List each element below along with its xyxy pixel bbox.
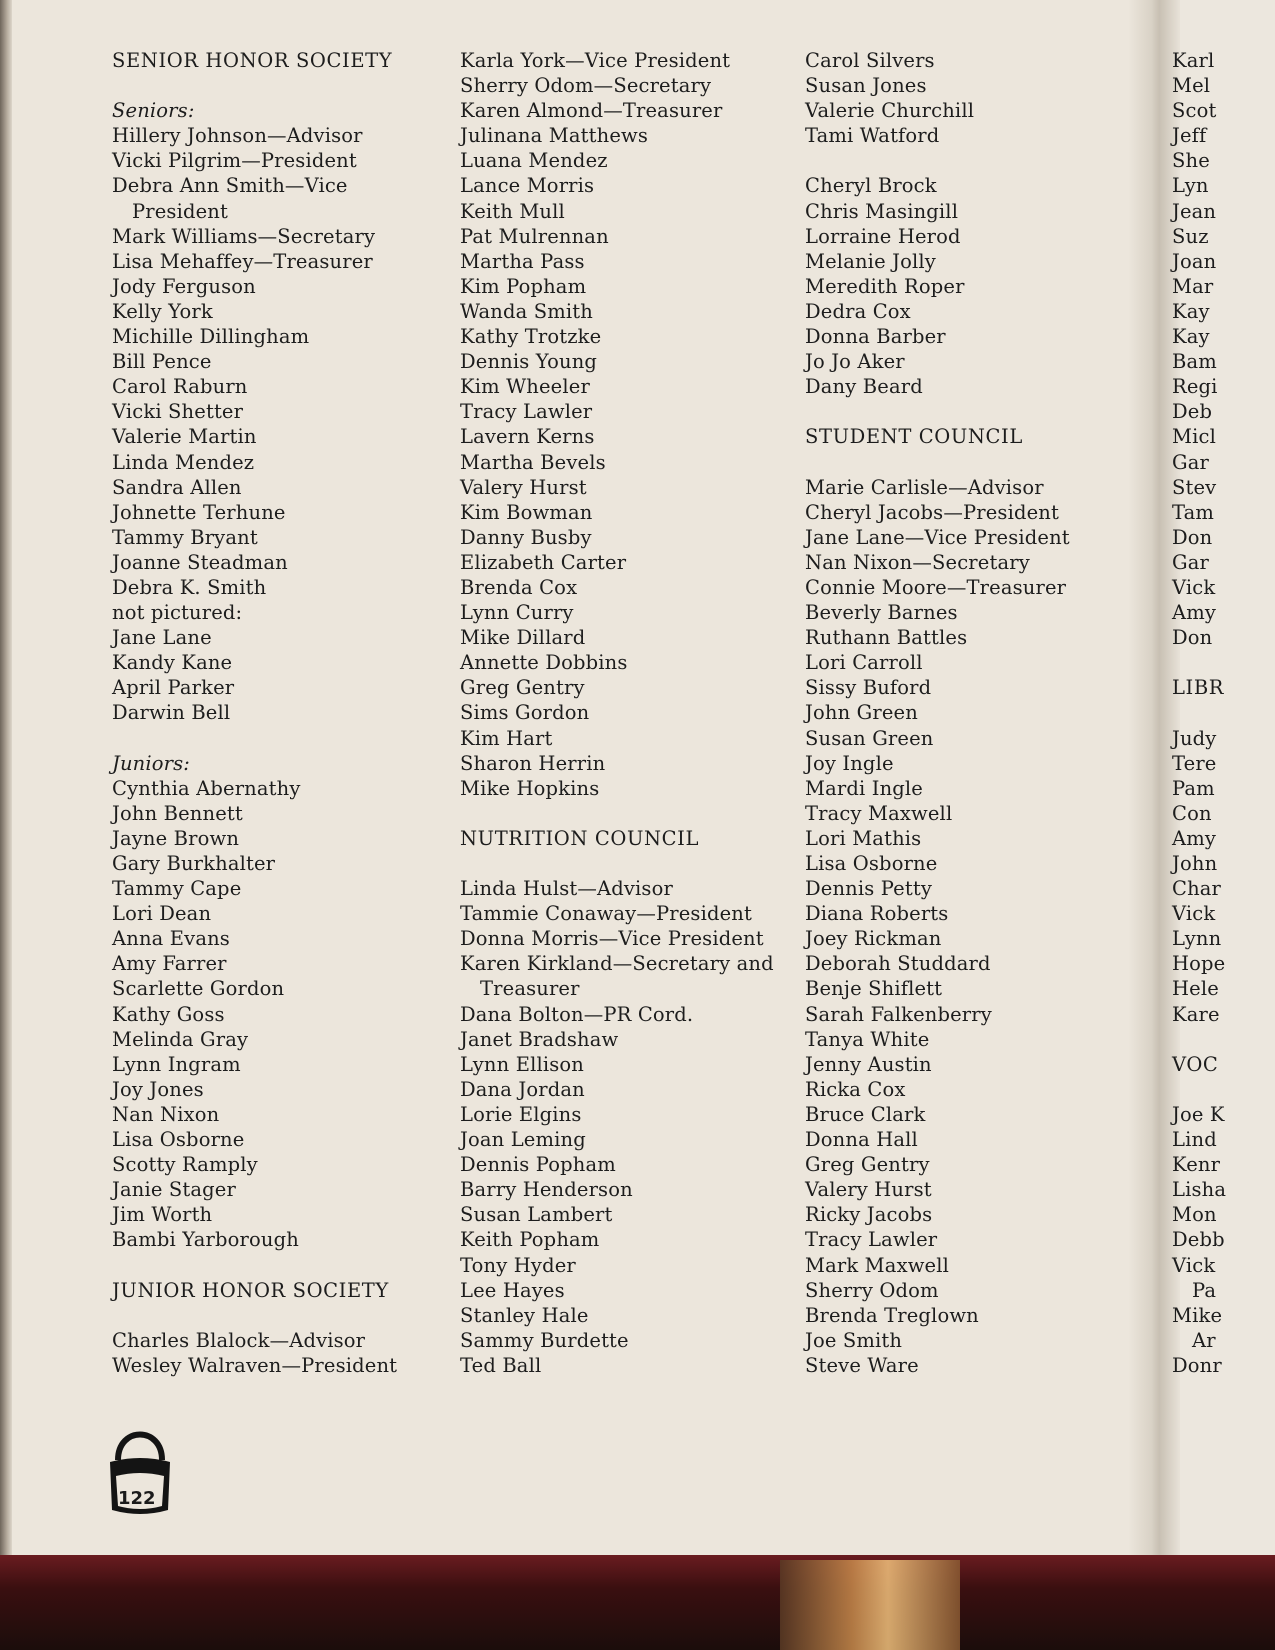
light-glare [780, 1560, 960, 1650]
column-4-cropped [1172, 48, 1226, 1378]
list-item: Sissy Buford [805, 676, 932, 700]
list-item: Valery Hurst [460, 475, 587, 499]
list-item: Jeff [1172, 124, 1207, 148]
spacer [805, 148, 1070, 173]
list-item: Mike [1172, 1303, 1223, 1327]
section-heading: JUNIOR HONOR SOCIETY [112, 1278, 389, 1302]
list-item: Johnette Terhune [112, 500, 286, 524]
spacer [805, 399, 1070, 424]
list-item: Janet Bradshaw [460, 1027, 619, 1051]
list-item: Karl [1172, 49, 1215, 72]
list-item: Sharon Herrin [460, 751, 606, 775]
spacer [112, 1253, 397, 1278]
list-item: Treasurer [480, 977, 580, 1001]
list-item: Amy Farrer [112, 952, 227, 976]
list-item: Jody Ferguson [112, 274, 256, 298]
list-item: Ted Ball [460, 1353, 542, 1377]
spacer [1172, 1027, 1226, 1052]
list-item: John Green [805, 701, 918, 725]
list-item: John Bennett [112, 801, 243, 825]
list-item: Lynn Ingram [112, 1052, 241, 1076]
list-item: Cheryl Brock [805, 174, 937, 198]
list-item: Vick [1172, 1253, 1216, 1277]
list-item: Mike Hopkins [460, 776, 600, 800]
list-item: Donr [1172, 1353, 1222, 1377]
list-item: Annette Dobbins [460, 651, 628, 675]
list-item: Ruthann Battles [805, 626, 968, 650]
list-item: Karla York—Vice President [460, 49, 731, 72]
list-item: Chris Masingill [805, 199, 959, 223]
list-item: Ar [1192, 1328, 1216, 1352]
list-item: Kay [1172, 325, 1210, 349]
list-item: Juniors: [112, 751, 191, 775]
list-item: Elizabeth Carter [460, 550, 627, 574]
list-item: Lori Carroll [805, 651, 923, 675]
list-item: Nan Nixon—Secretary [805, 550, 1030, 574]
list-item: Cynthia Abernathy [112, 776, 301, 800]
section-heading: NUTRITION COUNCIL [460, 826, 700, 850]
page-number: 122 [118, 1488, 156, 1509]
spacer [460, 801, 774, 826]
list-item: Greg Gentry [805, 1153, 930, 1177]
list-item: Lorie Elgins [460, 1102, 582, 1126]
list-item: Seniors: [112, 99, 195, 123]
list-item: Con [1172, 801, 1212, 825]
list-item: Greg Gentry [460, 676, 585, 700]
list-item: Joe Smith [805, 1328, 903, 1352]
list-item: Scot [1172, 99, 1217, 123]
list-item: Lind [1172, 1128, 1217, 1152]
list-item: Tracy Maxwell [805, 801, 953, 825]
list-item: Wanda Smith [460, 299, 593, 323]
list-item: Keith Mull [460, 199, 565, 223]
list-item: Melinda Gray [112, 1027, 249, 1051]
list-item: Nan Nixon [112, 1102, 220, 1126]
list-item: Danny Busby [460, 525, 592, 549]
list-item: Valery Hurst [805, 1178, 932, 1202]
spacer [460, 851, 774, 876]
list-item: Dedra Cox [805, 299, 911, 323]
list-item: Luana Mendez [460, 149, 608, 173]
list-item: Bill Pence [112, 350, 212, 374]
list-item: Diana Roberts [805, 902, 949, 926]
section-heading: LIBR [1172, 676, 1225, 700]
list-item: Debb [1172, 1228, 1225, 1252]
list-item: Tam [1172, 500, 1215, 524]
list-item: Donna Barber [805, 325, 946, 349]
list-item: Dennis Young [460, 350, 598, 374]
list-item: Sherry Odom—Secretary [460, 74, 712, 98]
list-item: Karen Almond—Treasurer [460, 99, 723, 123]
list-item: Don [1172, 525, 1213, 549]
spacer [112, 73, 397, 98]
list-item: Beverly Barnes [805, 601, 958, 625]
list-item: April Parker [112, 676, 235, 700]
list-item: Judy [1172, 726, 1217, 750]
list-item: Jim Worth [112, 1203, 213, 1227]
list-item: Tracy Lawler [805, 1228, 938, 1252]
list-item: Jayne Brown [112, 826, 240, 850]
list-item: Tanya White [805, 1027, 930, 1051]
list-item: Ricky Jacobs [805, 1203, 933, 1227]
list-item: Vick [1172, 902, 1216, 926]
section-heading: VOC [1172, 1052, 1219, 1076]
list-item: Ricka Cox [805, 1077, 906, 1101]
list-item: Gar [1172, 550, 1209, 574]
list-item: John [1172, 852, 1218, 875]
column-1 [112, 48, 397, 1378]
list-item: Deborah Studdard [805, 952, 991, 976]
list-item: Brenda Cox [460, 575, 578, 599]
list-item: Bam [1172, 350, 1217, 374]
list-item: Stanley Hale [460, 1303, 589, 1327]
list-item: Linda Mendez [112, 450, 255, 474]
list-item: Lisa Mehaffey—Treasurer [112, 249, 373, 273]
list-item: Lisha [1172, 1178, 1227, 1202]
list-item: Tammy Bryant [112, 525, 258, 549]
list-item: Tammie Conaway—President [460, 902, 752, 926]
list-item: Kim Popham [460, 274, 587, 298]
list-item: Cheryl Jacobs—President [805, 500, 1059, 524]
book-cover-edge [0, 1555, 1275, 1650]
list-item: Don [1172, 626, 1213, 650]
list-item: Mon [1172, 1203, 1217, 1227]
list-item: Bambi Yarborough [112, 1228, 299, 1252]
list-item: Jenny Austin [805, 1052, 932, 1076]
list-item: Mark Williams—Secretary [112, 224, 376, 248]
column-2 [460, 48, 774, 1378]
list-item: Hillery Johnson—Advisor [112, 124, 363, 148]
list-item: Debra K. Smith [112, 575, 267, 599]
list-item: Julinana Matthews [460, 124, 649, 148]
list-item: Scotty Ramply [112, 1153, 258, 1177]
list-item: Sammy Burdette [460, 1328, 629, 1352]
list-item: Lisa Osborne [112, 1128, 245, 1152]
list-item: Debra Ann Smith—Vice [112, 174, 348, 198]
list-item: Kay [1172, 299, 1210, 323]
list-item: Vicki Shetter [112, 400, 244, 424]
list-item: Kare [1172, 1002, 1220, 1026]
list-item: Char [1172, 877, 1222, 901]
list-item: Lee Hayes [460, 1278, 565, 1302]
list-item: Tracy Lawler [460, 400, 593, 424]
list-item: Linda Hulst—Advisor [460, 877, 673, 901]
book-spine-edge [0, 0, 12, 1555]
list-item: Marie Carlisle—Advisor [805, 475, 1044, 499]
list-item: Joy Ingle [805, 751, 894, 775]
list-item: Keith Popham [460, 1228, 600, 1252]
list-item: Darwin Bell [112, 701, 231, 725]
list-item: Pa [1192, 1278, 1217, 1302]
list-item: Anna Evans [112, 927, 230, 951]
list-item: Michille Dillingham [112, 325, 310, 349]
list-item: Martha Pass [460, 249, 585, 273]
list-item: Sims Gordon [460, 701, 590, 725]
spacer [1172, 650, 1226, 675]
list-item: Joan [1172, 249, 1217, 273]
list-item: Donna Hall [805, 1128, 918, 1152]
spacer [805, 450, 1070, 475]
list-item: Kandy Kane [112, 651, 233, 675]
list-item: Lynn [1172, 927, 1222, 951]
list-item: Lyn [1172, 174, 1209, 198]
list-item: Lori Mathis [805, 826, 922, 850]
list-item: Deb [1172, 400, 1213, 424]
list-item: Pam [1172, 776, 1215, 800]
list-item: Stev [1172, 475, 1217, 499]
list-item: Wesley Walraven—President [112, 1353, 398, 1377]
list-item: Regi [1172, 375, 1218, 399]
list-item: not pictured: [112, 601, 243, 625]
list-item: Mel [1172, 74, 1211, 98]
list-item: Janie Stager [112, 1178, 236, 1202]
list-item: Pat Mulrennan [460, 224, 609, 248]
list-item: Kelly York [112, 299, 213, 323]
list-item: Dany Beard [805, 375, 923, 399]
list-item: Joe K [1172, 1102, 1225, 1126]
list-item: Tere [1172, 751, 1217, 775]
list-item: Kim Hart [460, 726, 553, 750]
list-item: Carol Raburn [112, 375, 248, 399]
list-item: Gary Burkhalter [112, 852, 276, 875]
list-item: Sherry Odom [805, 1278, 939, 1302]
list-item: Kenr [1172, 1153, 1221, 1177]
list-item: Karen Kirkland—Secretary and [460, 952, 774, 976]
list-item: Bruce Clark [805, 1102, 926, 1126]
list-item: Micl [1172, 425, 1216, 449]
list-item: Steve Ware [805, 1353, 919, 1377]
list-item: Dennis Popham [460, 1153, 616, 1177]
list-item: Joey Rickman [805, 927, 942, 951]
list-item: Jean [1172, 199, 1217, 223]
list-item: Brenda Treglown [805, 1303, 979, 1327]
list-item: Susan Green [805, 726, 934, 750]
spacer [1172, 700, 1226, 725]
list-item: Lorraine Herod [805, 224, 961, 248]
section-heading: SENIOR HONOR SOCIETY [112, 49, 393, 72]
column-3 [805, 48, 1070, 1378]
list-item: Gar [1172, 450, 1209, 474]
list-item: Joan Leming [460, 1128, 586, 1152]
list-item: Martha Bevels [460, 450, 606, 474]
list-item: Jo Jo Aker [805, 350, 905, 374]
page-number-badge [104, 1418, 176, 1518]
spacer [1172, 1077, 1226, 1102]
list-item: Sarah Falkenberry [805, 1002, 992, 1026]
spacer [112, 1303, 397, 1328]
list-item: Mar [1172, 274, 1214, 298]
list-item: Amy [1172, 601, 1217, 625]
list-item: Lavern Kerns [460, 425, 595, 449]
list-item: Lynn Curry [460, 601, 574, 625]
list-item: Mardi Ingle [805, 776, 924, 800]
list-item: Hope [1172, 952, 1226, 976]
list-item: Jane Lane—Vice President [805, 525, 1070, 549]
list-item: Kim Wheeler [460, 375, 590, 399]
list-item: Kathy Goss [112, 1002, 225, 1026]
list-item: Dana Bolton—PR Cord. [460, 1002, 694, 1026]
list-item: Vicki Pilgrim—President [112, 149, 357, 173]
list-item: Carol Silvers [805, 49, 935, 72]
list-item: Meredith Roper [805, 274, 965, 298]
list-item: Amy [1172, 826, 1217, 850]
list-item: Joy Jones [112, 1077, 204, 1101]
list-item: Kim Bowman [460, 500, 593, 524]
list-item: Susan Lambert [460, 1203, 613, 1227]
list-item: President [132, 199, 228, 223]
list-item: Tony Hyder [460, 1253, 576, 1277]
list-item: Lynn Ellison [460, 1052, 584, 1076]
list-item: Barry Henderson [460, 1178, 633, 1202]
list-item: Tammy Cape [112, 877, 242, 901]
list-item: Scarlette Gordon [112, 977, 285, 1001]
list-item: Dennis Petty [805, 877, 933, 901]
spacer [112, 726, 397, 751]
list-item: Charles Blalock—Advisor [112, 1328, 366, 1352]
list-item: Tami Watford [805, 124, 940, 148]
list-item: Dana Jordan [460, 1077, 585, 1101]
list-item: Susan Jones [805, 74, 927, 98]
list-item: Lori Dean [112, 902, 212, 926]
list-item: Suz [1172, 224, 1209, 248]
section-heading: STUDENT COUNCIL [805, 425, 1023, 449]
list-item: Valerie Churchill [805, 99, 975, 123]
list-item: Connie Moore—Treasurer [805, 575, 1067, 599]
list-item: Donna Morris—Vice President [460, 927, 764, 951]
list-item: Melanie Jolly [805, 249, 936, 273]
list-item: Mike Dillard [460, 626, 586, 650]
list-item: Vick [1172, 575, 1216, 599]
list-item: Jane Lane [112, 626, 212, 650]
facing-page-edge [1172, 0, 1275, 1555]
list-item: Lisa Osborne [805, 852, 938, 875]
list-item: Joanne Steadman [112, 550, 288, 574]
list-item: Benje Shiflett [805, 977, 943, 1001]
list-item: Sandra Allen [112, 475, 242, 499]
list-item: Mark Maxwell [805, 1253, 950, 1277]
list-item: Kathy Trotzke [460, 325, 602, 349]
list-item: Valerie Martin [112, 425, 257, 449]
list-item: Lance Morris [460, 174, 595, 198]
list-item: Hele [1172, 977, 1219, 1001]
list-item: She [1172, 149, 1210, 173]
